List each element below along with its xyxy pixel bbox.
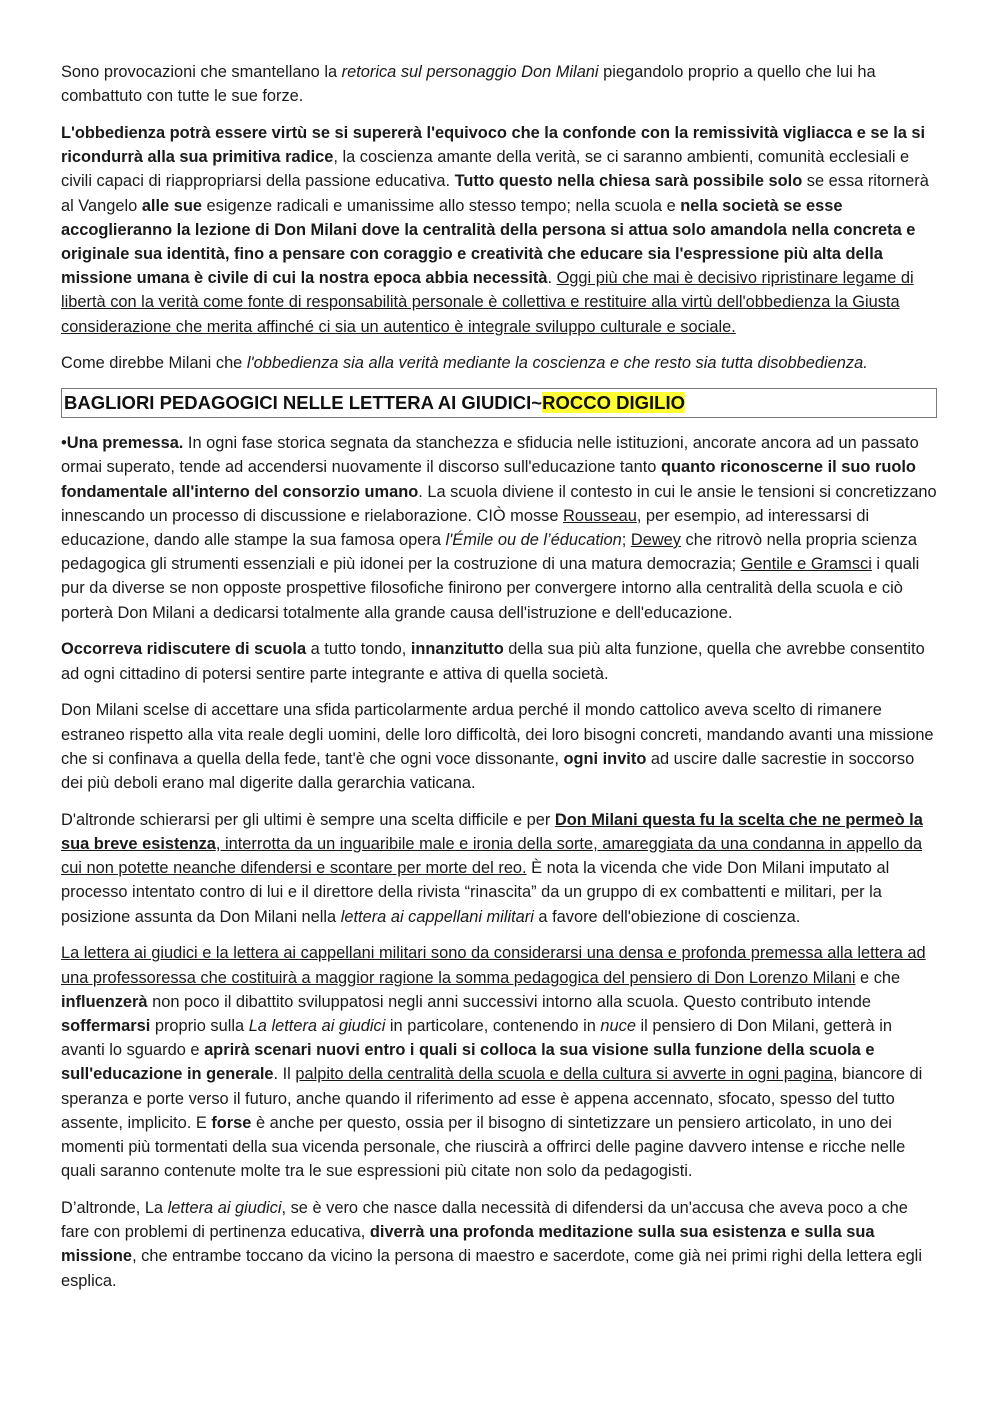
- heading-author: ROCCO DIGILIO: [542, 392, 685, 414]
- paragraph-meditazione: D’altronde, La lettera ai giudici, se è vero che nasce dalla necessità di difendersi da un'accusa che aveva poco a che fare con problemi di pertinenza educativa, diverrà una profonda meditazione sulla sua esistenza e sulla sua missione, che entrambe toccano da vicino la persona di maestro e sacerdote, come già nei primi righi della lettera egli esplica.: [61, 1199, 922, 1290]
- heading-title: BAGLIORI PEDAGOGICI NELLE LETTERA AI GIUDICI~: [64, 392, 543, 414]
- paragraph-milani-quote: Come direbbe Milani che l'obbedienza sia alla verità mediante la coscienza e che resto sia tutta disobbedienza.: [61, 354, 868, 373]
- paragraph-ridiscutere: Occorreva ridiscutere di scuola a tutto tondo, innanzitutto della sua più alta funzione, quella che avrebbe consentito ad ogni cittadino di potersi sentire parte integrante e attiva di quella società.: [61, 640, 925, 683]
- paragraph-ultimi: D'altronde schierarsi per gli ultimi è sempre una scelta difficile e per Don Milani questa fu la scelta che ne permeò la sua breve esistenza, interrotta da un inguaribile male e ironia della sorte, amareggiata da una condanna in appello da cui non potette neanche difendersi e scontare per morte del reo. È nota la vicenda che vide Don Milani imputato al processo intentato contro di lui e il direttore della rivista “rinascita” da un gruppo di ex combattenti e militari, per la posizione assunta da Don Milani nella lettera ai cappellani militari a favore dell'obiezione di coscienza.: [61, 810, 923, 926]
- paragraph-obbedienza: L'obbedienza potrà essere virtù se si supererà l'equivoco che la confonde con la remissività vigliacca e se la si ricondurrà alla sua primitiva radice, la coscienza amante della verità, se ci saranno ambienti, comunità ecclesiali e civili capaci di riappropriarsi della passione educativa. Tutto questo nella chiesa sarà possibile solo se essa ritornerà al Vangelo alle sue esigenze radicali e umanissime allo stesso tempo; nella scuola e nella società se esse accoglieranno la lezione di Don Milani dove la centralità della persona si attua solo amandola nella concreta e originale sua identità, fino a pensare con coraggio e creatività che educare sia l'espressione più alta della missione umana è civile di cui la nostra epoca abbia necessità. Oggi più che mai è decisivo ripristinare legame di libertà con la verità come fonte di responsabilità personale è collettiva e restituire alla virtù dell'obbedienza la Giusta considerazione che merita affinché ci sia un autentico è integrale sviluppo culturale e sociale.: [61, 124, 929, 336]
- paragraph-intro: Sono provocazioni che smantellano la retorica sul personaggio Don Milani piegandolo proprio a quello che lui ha combattuto con tutte le sue forze.: [61, 63, 876, 106]
- section-heading: [61, 388, 937, 418]
- paragraph-premessa: •Una premessa. In ogni fase storica segnata da stanchezza e sfiducia nelle istituzioni, ancorate ancora ad un passato ormai superato, tende ad accendersi nuovamente il discorso sull'educazione tanto quanto riconoscerne il suo ruolo fondamentale all'interno del consorzio umano. La scuola diviene il contesto in cui le ansie le tensioni si concretizzano innescando un processo di discussione e rielaborazione. CIÒ mosse Rousseau, per esempio, ad interessarsi di educazione, dando alle stampe la sua famosa opera l'Émile ou de l’éducation; Dewey che ritrovò nella propria scienza pedagogica gli strumenti essenziali e più idonei per la costruzione di una matura democrazia; Gentile e Gramsci i quali pur da diverse se non opposte prospettive filosofiche finirono per convergere intorno alla centralità della scuola e ciò porterà Don Milani a dedicarsi totalmente alla grande causa dell'istruzione e dell'educazione.: [61, 434, 937, 622]
- document-page: [61, 60, 937, 1305]
- bullet-icon: •: [61, 434, 67, 453]
- paragraph-lettere: La lettera ai giudici e la lettera ai cappellani militari sono da considerarsi una densa e profonda premessa alla lettera ad una professoressa che costituirà a maggior ragione la somma pedagogica del pensiero di Don Lorenzo Milani e che influenzerà non poco il dibattito sviluppatosi negli anni successivi intorno alla scuola. Questo contributo intende soffermarsi proprio sulla La lettera ai giudici in particolare, contenendo in nuce il pensiero di Don Milani, getterà in avanti lo sguardo e aprirà scenari nuovi entro i quali si colloca la sua visione sulla funzione della scuola e sull'educazione in generale. Il palpito della centralità della scuola e della cultura si avverte in ogni pagina, biancore di speranza e porte verso il futuro, anche quando il riferimento ad esse è appena accennato, sfocato, spesso del tutto assente, implicito. E forse è anche per questo, ossia per il bisogno di sintetizzare un pensiero articolato, in uno dei momenti più tormentati della sua vicenda personale, che riuscirà a offrirci delle pagine davvero intense e ricche nelle quali saranno contenute molte tra le sue espressioni più citate non solo da pedagogisti.: [61, 944, 926, 1181]
- paragraph-sfida: Don Milani scelse di accettare una sfida particolarmente ardua perché il mondo cattolico aveva scelto di rimanere estraneo rispetto alla vita reale degli uomini, delle loro difficoltà, dei loro bisogni concreti, mandando avanti una missione che si confinava a quella della fede, tant'è che ogni voce dissonante, ogni invito ad uscire dalle sacrestie in soccorso dei più deboli erano mal digerite dalla gerarchia vaticana.: [61, 701, 934, 793]
